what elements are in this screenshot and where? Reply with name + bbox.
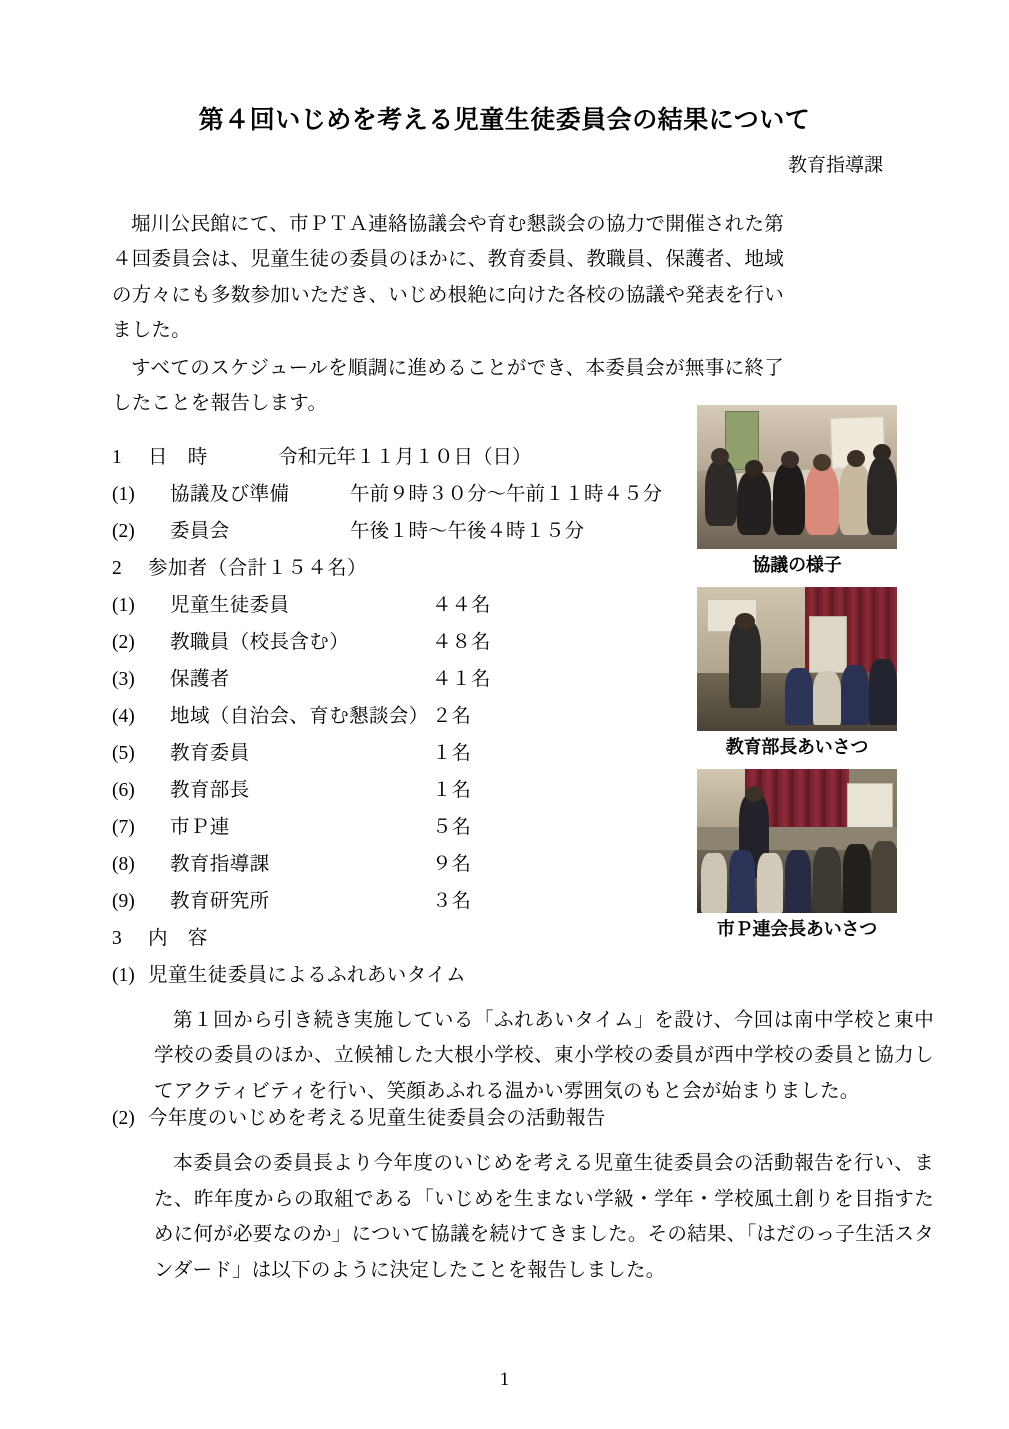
datetime-item-label: 委員会 bbox=[170, 520, 230, 542]
photo-item bbox=[697, 587, 897, 759]
participant-count: ２名 bbox=[432, 705, 472, 727]
participant-label: 児童生徒委員 bbox=[170, 594, 290, 616]
contents-item-body: 第１回から引き続き実施している「ふれあいタイム」を設け、今回は南中学校と東中学校の委員のほか、立候補した大根小学校、東小学校の委員が西中学校の委員と協力してアクティビティを行い、笑顔あふれる温かい雰囲気のもと会が始まりました。 bbox=[154, 1009, 934, 1102]
participant-number: (1) bbox=[112, 594, 135, 616]
participant-count: ５名 bbox=[432, 816, 472, 838]
page-number: 1 bbox=[499, 1369, 510, 1390]
photo-column bbox=[697, 405, 897, 951]
participant-label: 教職員（校長含む） bbox=[170, 631, 350, 653]
datetime-item-number: (1) bbox=[112, 483, 135, 505]
intro-paragraph-2: すべてのスケジュールを順調に進めることができ、本委員会が無事に終了したことを報告します。 bbox=[112, 357, 784, 415]
participant-count: ９名 bbox=[432, 853, 472, 875]
datetime-item-label: 協議及び準備 bbox=[170, 483, 290, 505]
participant-number: (5) bbox=[112, 742, 135, 764]
document-author: 教育指導課 bbox=[787, 155, 883, 176]
datetime-number: 1 bbox=[112, 446, 122, 468]
datetime-label: 日 時 bbox=[148, 446, 208, 468]
participant-count: １名 bbox=[432, 779, 472, 801]
datetime-item-number: (2) bbox=[112, 520, 135, 542]
participant-label: 市Ｐ連 bbox=[170, 816, 230, 838]
participant-count: ４１名 bbox=[432, 668, 491, 690]
page-title: 第４回いじめを考える児童生徒委員会の結果について bbox=[198, 106, 811, 134]
participant-label: 地域（自治会、育む懇談会） bbox=[170, 705, 429, 727]
contents-item-title: 児童生徒委員によるふれあいタイム bbox=[148, 964, 467, 986]
contents-item-number: (2) bbox=[112, 1108, 135, 1130]
participant-count: ４８名 bbox=[432, 631, 491, 653]
intro-paragraph-1: 堀川公民館にて、市ＰＴＡ連絡協議会や育む懇談会の協力で開催された第４回委員会は、児童生徒の委員のほかに、教育委員、教職員、保護者、地域の方々にも多数参加いただき、いじめ根絶に向けた各校の協議や発表を行いました。 bbox=[112, 214, 784, 342]
contents-number: 3 bbox=[112, 927, 122, 949]
participant-number: (9) bbox=[112, 890, 135, 912]
participant-label: 教育部長 bbox=[170, 779, 250, 801]
participant-label: 保護者 bbox=[170, 668, 230, 690]
datetime-value: 令和元年１１月１０日（日） bbox=[278, 446, 532, 468]
participants-number: 2 bbox=[112, 557, 122, 579]
contents-item-body: 本委員会の委員長より今年度のいじめを考える児童生徒委員会の活動報告を行い、また、昨年度からの取組である「いじめを生まない学級・学年・学校風土創りを目指すために何が必要なのか」について協議を続けてきました。その結果、「はだのっ子生活スタンダード」は以下のように決定したことを報告しました。 bbox=[154, 1153, 934, 1281]
participant-label: 教育研究所 bbox=[170, 890, 270, 912]
discussion-photo bbox=[697, 405, 897, 549]
photo-caption: 協議の様子 bbox=[752, 555, 842, 575]
participant-number: (8) bbox=[112, 853, 135, 875]
participant-number: (7) bbox=[112, 816, 135, 838]
photo-caption: 市Ｐ連会長あいさつ bbox=[716, 919, 878, 939]
datetime-item-value: 午前９時３０分～午前１１時４５分 bbox=[350, 483, 663, 505]
photo-caption: 教育部長あいさつ bbox=[725, 737, 869, 757]
contents-item-heading bbox=[112, 1109, 897, 1146]
intro-section bbox=[112, 207, 784, 422]
participant-count: １名 bbox=[432, 742, 472, 764]
photo-item bbox=[697, 769, 897, 941]
contents-item-title: 今年度のいじめを考える児童生徒委員会の活動報告 bbox=[148, 1108, 606, 1130]
participants-label: 参加者（合計１５４名） bbox=[148, 557, 367, 579]
photo-item bbox=[697, 405, 897, 577]
contents-item-heading bbox=[112, 966, 897, 1003]
pta-chair-greeting-photo bbox=[697, 769, 897, 913]
participant-count: ３名 bbox=[432, 890, 472, 912]
participant-label: 教育委員 bbox=[170, 742, 250, 764]
contents-item-number: (1) bbox=[112, 964, 135, 986]
participant-number: (4) bbox=[112, 705, 135, 727]
participant-number: (6) bbox=[112, 779, 135, 801]
participant-number: (2) bbox=[112, 631, 135, 653]
participant-count: ４４名 bbox=[432, 594, 491, 616]
participant-number: (3) bbox=[112, 668, 135, 690]
participant-label: 教育指導課 bbox=[170, 853, 270, 875]
datetime-item-value: 午後１時～午後４時１５分 bbox=[350, 520, 585, 542]
education-director-greeting-photo bbox=[697, 587, 897, 731]
contents-label: 内 容 bbox=[148, 927, 208, 949]
